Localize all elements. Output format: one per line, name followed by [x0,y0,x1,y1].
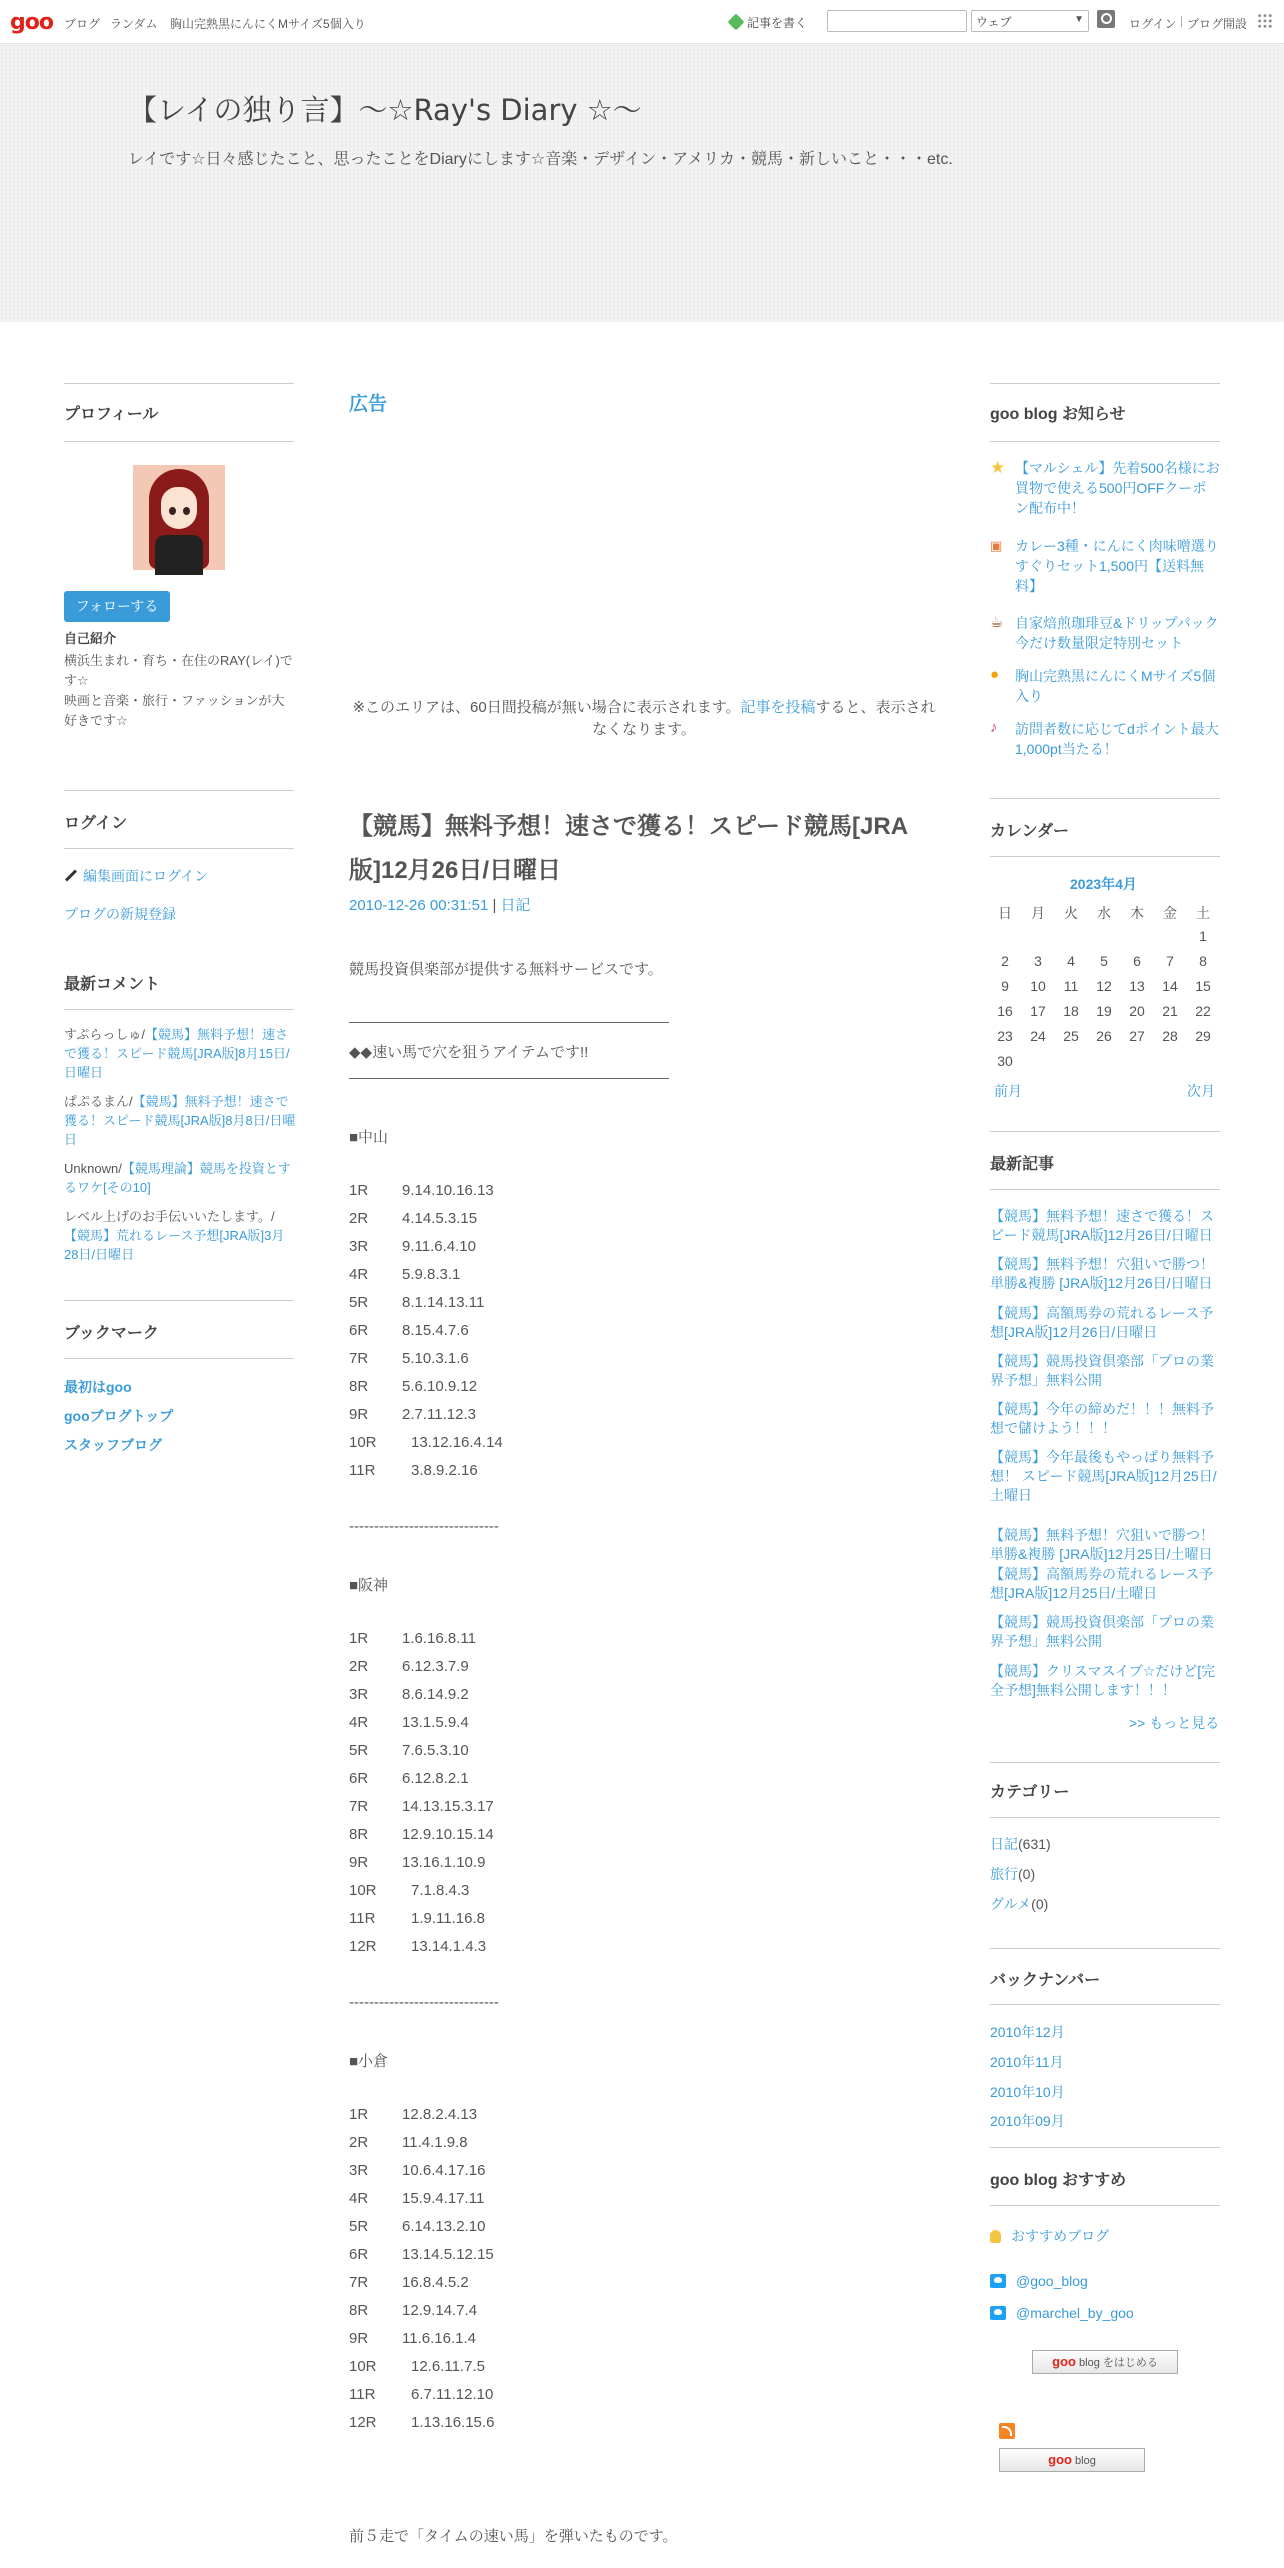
start-blog-button[interactable] [1032,2350,1178,2374]
race-picks: 16.8.4.5.2 [402,2274,469,2291]
race-picks: 11.6.16.1.4 [402,2330,476,2347]
calendar-day: 24 [1030,1028,1046,1044]
recent-article-link[interactable]: 【競馬】競馬投資倶楽部「プロの業界予想」無料公開 [990,1353,1214,1388]
calendar-day: 12 [1096,978,1112,994]
goo-blog-button[interactable] [999,2448,1145,2472]
calendar-day: 27 [1129,1028,1145,1044]
pencil-icon [65,869,77,881]
divider [990,441,1220,442]
follow-button[interactable]: フォローする [64,591,170,622]
calendar-day: 6 [1133,953,1141,969]
race-picks: 12.9.14.7.4 [402,2302,478,2319]
calendar-day: 15 [1195,978,1211,994]
calendar-day: 7 [1166,953,1174,969]
category-count: (0) [1031,1896,1049,1912]
twitter-handle: @goo_blog [1016,2273,1088,2289]
race-number: 11R [349,1910,376,1927]
ad-note-text: すると、表示されなくなります。 [592,699,936,738]
news-link[interactable]: 自家焙煎珈琲豆&ドリップパック 今だけ数量限定特別セット [1015,615,1233,651]
race-picks: 1.13.16.15.6 [411,2414,495,2431]
twitter-icon [990,2274,1006,2288]
comment-author: レベル上げのお手伝いいたします。/ [64,1209,275,1224]
calendar-weekday: 日 [998,905,1012,921]
news-link[interactable]: 【マルシェル】先着500名様にお買物で使える500円OFFクーポン配布中！ [1015,460,1220,516]
race-number: 6R [349,1770,369,1787]
calendar-weekday: 木 [1130,905,1144,921]
goo-blog-label: blog [1075,2455,1096,2467]
race-number: 6R [349,2246,369,2263]
ad-note-text: ※このエリアは、60日間投稿が無い場合に表示されます。 [352,699,741,716]
race-picks: 10.6.4.17.16 [402,2162,486,2179]
goo-logo: goo [1052,2354,1076,2369]
calendar-weekday: 土 [1196,905,1210,921]
post-article-link[interactable]: 記事を投稿 [740,699,816,716]
post-closing: 前５走で「タイムの速い馬」を弾いたものです。 [349,2528,678,2545]
category-heading: カテゴリー [990,1784,1070,1801]
divider [990,798,1220,799]
divider [990,2205,1220,2206]
divider [990,1131,1220,1132]
race-picks: 6.14.13.2.10 [402,2218,486,2235]
comment-link[interactable]: 【競馬】無料予想！速さで獲る！スピード競馬[JRA版]8月15日/日曜日 [64,1027,290,1080]
race-number: 4R [349,2190,369,2207]
recent-article-link[interactable]: 【競馬】クリスマスイブ☆だけど[完全予想]無料公開します！！！ [990,1663,1216,1698]
venue-heading: ■小倉 [349,2053,389,2070]
write-article-label: 記事を書く [747,16,808,30]
twitter-icon [990,2306,1006,2320]
calendar-day: 4 [1067,953,1075,969]
login-link[interactable]: ログイン [1129,17,1177,31]
race-picks: 9.11.6.4.10 [402,1238,476,1255]
coffee-icon: ☕ [990,614,1004,631]
twitter-link[interactable] [990,2305,1134,2321]
race-number: 6R [349,1322,369,1339]
comment-author: すぷらっしゅ/ [64,1027,145,1042]
divider [349,1022,669,1023]
calendar-day: 25 [1063,1028,1079,1044]
backnumber-link[interactable]: 2010年11月 [990,2054,1064,2070]
intro-text: 横浜生まれ・育ち・在住のRAY(レイ)です☆ 映画と音楽・旅行・ファッションが大好きです☆ [64,653,293,728]
race-number: 8R [349,2302,369,2319]
new-register-link[interactable]: ブログの新規登録 [64,906,176,922]
race-picks: 9.14.10.16.13 [402,1182,494,1199]
race-picks: 13.1.5.9.4 [402,1714,469,1731]
news-link[interactable]: カレー3種・にんにく肉味噌選りすぐりセット1,500円【送料無料】 [1015,538,1219,594]
calendar-day: 29 [1195,1028,1211,1044]
calendar-day: 16 [997,1003,1013,1019]
category-link[interactable]: グルメ [990,1896,1032,1912]
recent-heading: 最新記事 [990,1156,1055,1173]
divider [64,1009,294,1010]
race-number: 5R [349,2218,369,2235]
race-number: 1R [349,1630,369,1647]
divider [990,1948,1220,1949]
profile-heading: プロフィール [64,406,159,423]
race-number: 7R [349,1350,369,1367]
divider [990,1762,1220,1763]
calendar-day: 5 [1100,953,1108,969]
race-picks: 6.7.11.12.10 [411,2386,494,2403]
race-number: 3R [349,1238,369,1255]
race-number: 9R [349,2330,369,2347]
race-picks: 15.9.4.17.11 [402,2190,485,2207]
race-picks: 2.7.11.12.3 [402,1406,476,1423]
comment-link[interactable]: 【競馬】荒れるレース予想[JRA版]3月28日/日曜日 [64,1228,285,1262]
race-number: 5R [349,1294,369,1311]
divider [990,1817,1220,1818]
post-intro: 競馬投資倶楽部が提供する無料サービスです。 [349,961,663,978]
recent-article-link[interactable]: 【競馬】無料予想！穴狙いで勝つ！単勝&複勝 [JRA版]12月25日/土曜日 [990,1527,1214,1562]
category-item [990,1864,1035,1884]
race-picks: 11.4.1.9.8 [402,2134,468,2151]
race-number: 3R [349,2162,369,2179]
dash-separator: ------------------------------ [349,1994,499,2011]
category-count: (0) [1018,1866,1036,1882]
calendar-day: 28 [1162,1028,1178,1044]
divider [64,383,294,384]
calendar-weekday: 水 [1097,905,1111,921]
pen-icon [728,14,745,31]
race-number: 1R [349,1182,369,1199]
race-number: 10R [349,1882,377,1899]
post-title[interactable]: 【競馬】無料予想！速さで獲る！スピード競馬[JRA版]12月26日/日曜日 [349,813,909,884]
twitter-link[interactable] [990,2273,1088,2289]
calendar-day: 17 [1030,1003,1046,1019]
race-number: 4R [349,1266,369,1283]
recent-article-link[interactable]: 【競馬】競馬投資倶楽部「プロの業界予想」無料公開 [990,1614,1214,1649]
lightbulb-icon [990,2230,1001,2243]
post-date[interactable]: 2010-12-26 00:31:51 [349,897,489,914]
recent-article-link[interactable]: 【競馬】高額馬券の荒れるレース予想[JRA版]12月25日/土曜日 [990,1566,1214,1601]
calendar-day: 13 [1129,978,1145,994]
race-picks: 8.15.4.7.6 [402,1322,469,1339]
calendar-weekday: 金 [1163,905,1177,921]
post-category-link[interactable]: 日記 [500,897,531,914]
race-picks: 12.8.2.4.13 [402,2106,478,2123]
nav-blog-link[interactable]: ブログ [64,17,101,31]
search-input[interactable] [827,10,967,32]
calendar-day: 11 [1063,978,1079,994]
calendar-day: 26 [1096,1028,1112,1044]
race-picks: 1.9.11.16.8 [411,1910,485,1927]
venue-heading: ■阪神 [349,1577,389,1594]
search-icon[interactable] [1097,10,1115,28]
search-scope-value: ウェブ [976,15,1012,29]
divider [64,1358,294,1359]
race-picks: 12.6.11.7.5 [411,2358,485,2375]
race-number: 12R [349,2414,377,2431]
comment-item [64,1159,296,1197]
recommend-link[interactable] [990,2226,1109,2246]
race-number: 11R [349,1462,376,1479]
ad-note [349,697,939,741]
calendar-day: 21 [1162,1003,1178,1019]
divider [990,2147,1220,2148]
race-number: 3R [349,1686,369,1703]
bookmark-link[interactable]: スタッフブログ [64,1437,162,1453]
race-picks: 5.10.3.1.6 [402,1350,469,1367]
ad-heading: 広告 [349,394,388,415]
news-link[interactable]: 訪問者数に応じてdポイント最大1,000pt当たる！ [1015,721,1219,757]
blog-description: レイです☆日々感じたこと、思ったことをDiaryにします☆音楽・デザイン・アメリカ・競馬・新しいこと・・・etc. [128,151,953,168]
write-article-link[interactable] [730,14,807,31]
login-heading: ログイン [64,815,128,832]
race-picks: 13.16.1.10.9 [402,1854,486,1871]
rss-icon[interactable] [999,2423,1015,2439]
category-item [990,1894,1048,1914]
race-picks: 6.12.3.7.9 [402,1658,469,1675]
goo-logo[interactable]: goo [10,10,53,35]
race-number: 2R [349,1210,369,1227]
race-picks: 13.14.1.4.3 [411,1938,487,1955]
bookmark-link[interactable]: gooブログトップ [64,1408,174,1424]
divider [64,1300,294,1301]
venue-heading: ■中山 [349,1129,389,1146]
calendar-weekday: 月 [1031,905,1045,921]
calendar-day: 30 [997,1053,1013,1069]
divider [1181,16,1182,27]
comments-heading: 最新コメント [64,976,161,993]
recent-article-link[interactable]: 【競馬】今年最後もやっぱり無料予想！ スピード競馬[JRA版]12月25日/土曜日 [990,1449,1217,1503]
start-blog-label: blog をはじめる [1079,2357,1158,2369]
race-number: 7R [349,1798,369,1815]
open-blog-link[interactable]: ブログ開設 [1187,17,1248,31]
bookmark-heading: ブックマーク [64,1325,159,1342]
race-number: 8R [349,1826,369,1843]
category-link[interactable]: 旅行 [990,1866,1018,1882]
star-icon: ★ [990,458,1006,477]
blog-title[interactable]: 【レイの独り言】～☆Ray's Diary ☆～ [128,93,642,127]
nav-promo-link[interactable]: 胸山完熟黒にんにくMサイズ5個入り [170,17,366,31]
race-number: 4R [349,1714,369,1731]
edit-login-link[interactable] [64,866,208,886]
category-link[interactable]: 日記 [990,1836,1018,1852]
backnumber-heading: バックナンバー [990,1972,1101,1989]
goo-logo: goo [1048,2452,1072,2467]
divider [64,441,294,442]
calendar-day: 9 [1001,978,1009,994]
comment-item [64,1025,296,1082]
nav-random-link[interactable]: ランダム [110,17,158,31]
recent-article-link[interactable]: 【競馬】無料予想！穴狙いで勝つ！単勝&複勝 [JRA版]12月26日/日曜日 [990,1256,1214,1291]
calendar-weekday: 火 [1064,905,1078,921]
recent-article-link[interactable]: 【競馬】無料予想！速さで獲る！スピード競馬[JRA版]12月26日/日曜日 [990,1208,1214,1243]
calendar-day: 14 [1162,978,1178,994]
race-number: 1R [349,2106,369,2123]
intro-label: 自己紹介 [64,631,117,646]
recent-article-link[interactable]: 【競馬】高額馬券の荒れるレース予想[JRA版]12月26日/日曜日 [990,1305,1214,1340]
race-picks: 12.9.10.15.14 [402,1826,494,1843]
more-link[interactable]: >> もっと見る [1129,1715,1220,1731]
category-item [990,1834,1051,1854]
calendar-day: 19 [1096,1003,1112,1019]
post-rule-text: ◆◆速い馬で穴を狙うアイテムです!! [349,1044,589,1061]
recommend-label: おすすめブログ [1011,2228,1110,2244]
race-number: 10R [349,2358,377,2375]
calendar-heading: カレンダー [990,823,1069,840]
race-number: 7R [349,2274,369,2291]
bookmark-link[interactable]: 最初はgoo [64,1379,132,1395]
calendar-day: 1 [1199,928,1207,944]
twitter-handle: @marchel_by_goo [1016,2305,1134,2321]
race-picks: 4.14.5.3.15 [402,1210,478,1227]
calendar-month[interactable]: 2023年4月 [1070,876,1137,892]
blog-header [0,44,1284,322]
race-picks: 3.8.9.2.16 [411,1462,478,1479]
sun-icon: ● [990,666,1000,683]
divider [349,1078,669,1079]
comment-item [64,1092,296,1149]
recent-article-link[interactable]: 【競馬】今年の締めだ！！！無料予想で儲けよう！！！ [990,1401,1214,1436]
dash-separator: ------------------------------ [349,1518,499,1535]
post-meta: 2010-12-26 00:31:51 | 日記 [349,897,531,914]
race-number: 10R [349,1434,377,1451]
race-picks: 7.1.8.4.3 [411,1882,470,1899]
calendar-day: 2 [1001,953,1009,969]
divider [64,848,294,849]
backnumber-link[interactable]: 2010年10月 [990,2084,1065,2100]
race-number: 12R [349,1938,377,1955]
race-picks: 8.1.14.13.11 [402,1294,485,1311]
calendar-prev-link[interactable]: 前月 [994,1083,1022,1099]
top-bar [0,0,1284,44]
race-picks: 5.6.10.9.12 [402,1378,478,1395]
music-icon: ♪ [990,719,998,736]
category-count: (631) [1018,1836,1051,1852]
edit-login-label: 編集画面にログイン [83,868,209,884]
race-picks: 13.12.16.4.14 [411,1434,503,1451]
calendar-day: 8 [1199,953,1207,969]
race-number: 2R [349,1658,369,1675]
divider [64,790,294,791]
divider [990,1189,1220,1190]
calendar-day: 22 [1195,1003,1211,1019]
race-picks: 5.9.8.3.1 [402,1266,461,1283]
race-number: 8R [349,1378,369,1395]
chevron-down-icon: ▼ [1074,14,1084,25]
race-number: 5R [349,1742,369,1759]
race-number: 2R [349,2134,369,2151]
calendar-day: 23 [997,1028,1013,1044]
news-link[interactable]: 胸山完熟黒にんにくMサイズ5個入り [1015,668,1216,704]
avatar[interactable] [133,465,225,570]
divider [990,2004,1220,2005]
search-scope-select[interactable] [971,10,1089,32]
gift-icon: ▣ [990,538,1003,553]
divider [990,856,1220,857]
backnumber-list[interactable] [990,2018,1222,2129]
backnumber-link[interactable]: 2010年12月 [990,2024,1065,2040]
calendar-day: 10 [1030,978,1046,994]
apps-grid-icon[interactable] [1257,13,1273,29]
comment-author: ぱぷるまん/ [64,1094,133,1109]
recommend-heading: goo blog おすすめ [990,2172,1127,2189]
race-number: 11R [349,2386,376,2403]
news-heading: goo blog お知らせ [990,406,1126,423]
backnumber-link[interactable]: 2010年09月 [990,2113,1065,2129]
race-picks: 1.6.16.8.11 [402,1630,476,1647]
comment-author: Unknown/ [64,1161,122,1176]
race-number: 9R [349,1854,369,1871]
divider [990,383,1220,384]
race-picks: 6.12.8.2.1 [402,1770,469,1787]
calendar-next-link[interactable]: 次月 [1187,1083,1215,1099]
race-number: 9R [349,1406,369,1423]
race-picks: 14.13.15.3.17 [402,1798,494,1815]
comment-link[interactable]: 【競馬】無料予想！速さで獲る！スピード競馬[JRA版]8月8日/日曜日 [64,1094,296,1147]
calendar-day: 3 [1034,953,1042,969]
race-picks: 7.6.5.3.10 [402,1742,469,1759]
calendar-day: 18 [1063,1003,1079,1019]
comment-link[interactable]: 【競馬理論】競馬を投資とするワケ[その10] [64,1161,291,1195]
race-picks: 13.14.5.12.15 [402,2246,494,2263]
calendar-day: 20 [1129,1003,1145,1019]
race-picks: 8.6.14.9.2 [402,1686,469,1703]
comment-item [64,1207,296,1264]
